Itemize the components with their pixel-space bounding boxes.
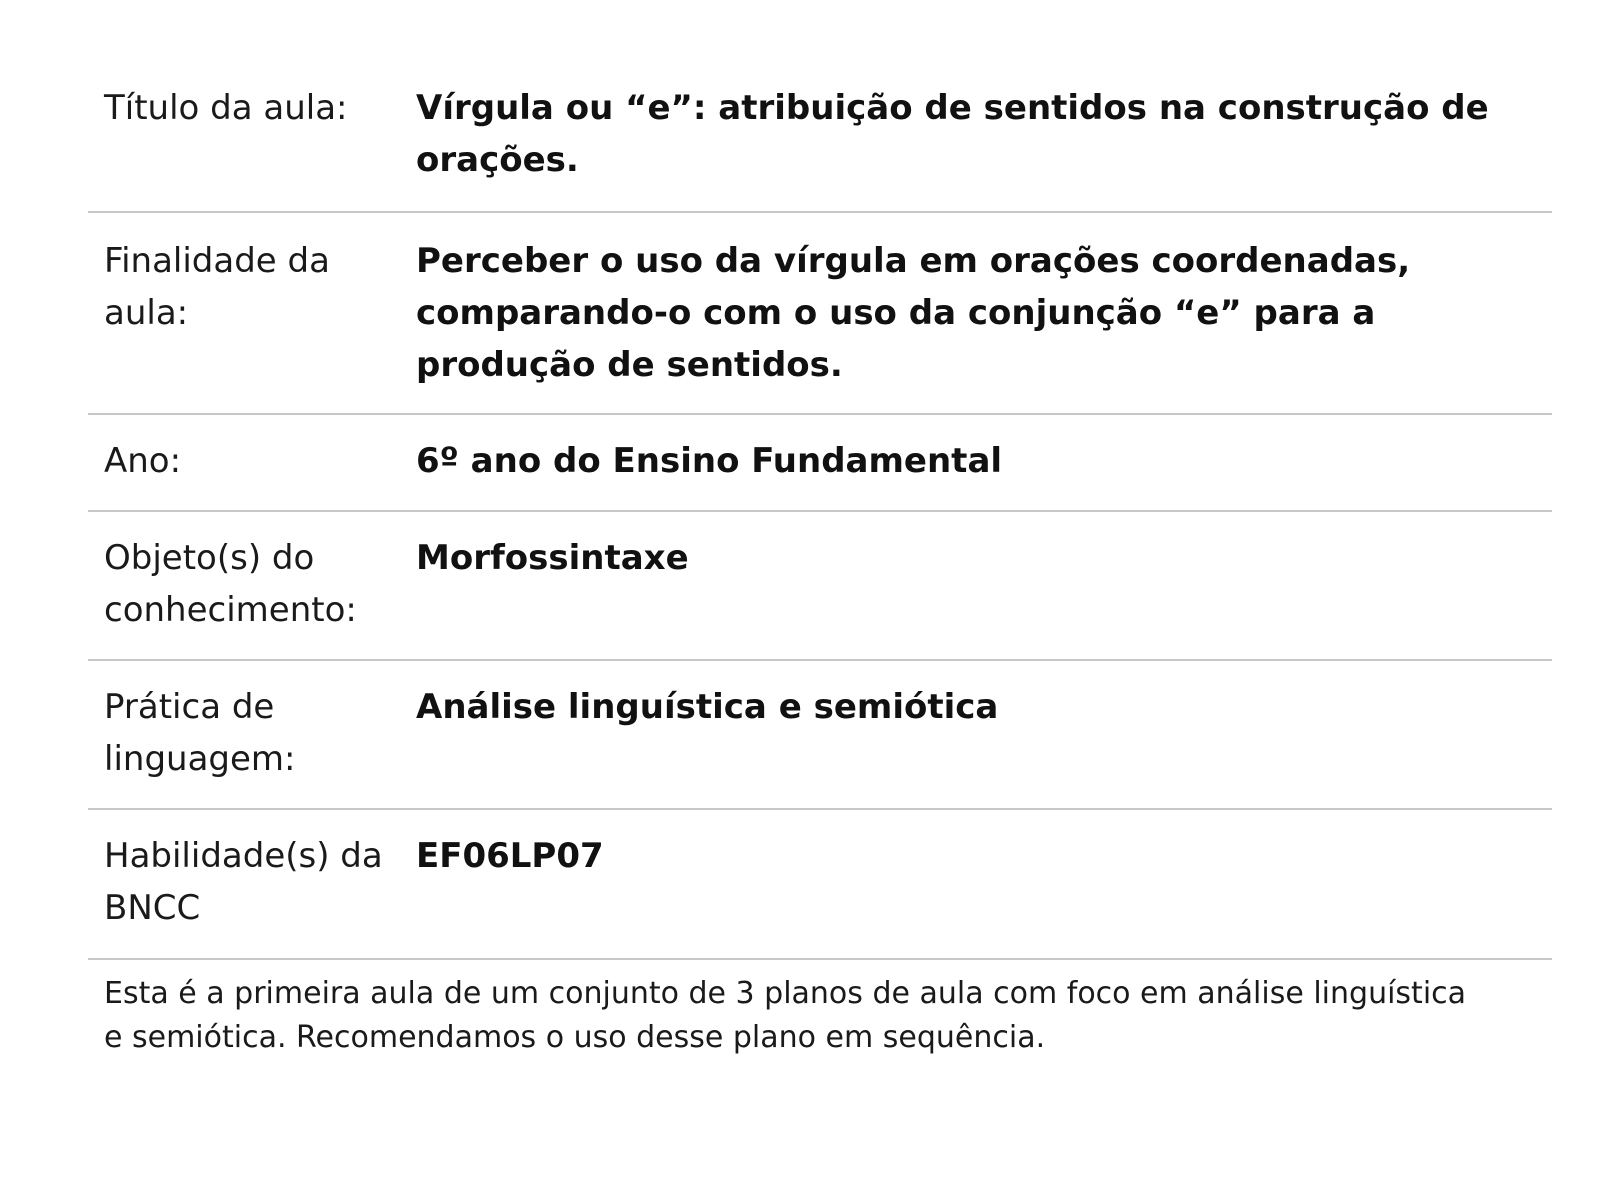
row-value: Vírgula ou “e”: atribuição de sentidos na construção de orações. (416, 88, 1489, 180)
row-lesson-purpose (88, 213, 1552, 415)
row-label: Ano: (104, 441, 182, 481)
row-value: Análise linguística e semiótica (416, 687, 999, 727)
row-bncc-skills (88, 810, 1552, 960)
row-value: Morfossintaxe (416, 538, 689, 578)
lesson-plan-info-table (88, 72, 1552, 1060)
row-language-practice (88, 661, 1552, 810)
row-label: Prática de linguagem: (104, 687, 296, 779)
row-label: Título da aula: (104, 88, 348, 128)
row-value: Perceber o uso da vírgula em orações coordenadas, comparando-o com o uso da conjunção “e” para a produção de sentidos. (416, 241, 1411, 385)
row-label: Objeto(s) do conhecimento: (104, 538, 357, 630)
sequence-note: Esta é a primeira aula de um conjunto de 3 planos de aula com foco em análise linguística e semiótica. Recomendamos o uso desse plano em sequência. (104, 976, 1467, 1055)
row-label: Habilidade(s) da BNCC (104, 836, 383, 928)
row-lesson-title (88, 72, 1552, 213)
row-value: EF06LP07 (416, 836, 604, 876)
row-knowledge-objects (88, 512, 1552, 661)
row-label: Finalidade da aula: (104, 241, 330, 333)
row-value: 6º ano do Ensino Fundamental (416, 441, 1003, 481)
row-year (88, 415, 1552, 512)
